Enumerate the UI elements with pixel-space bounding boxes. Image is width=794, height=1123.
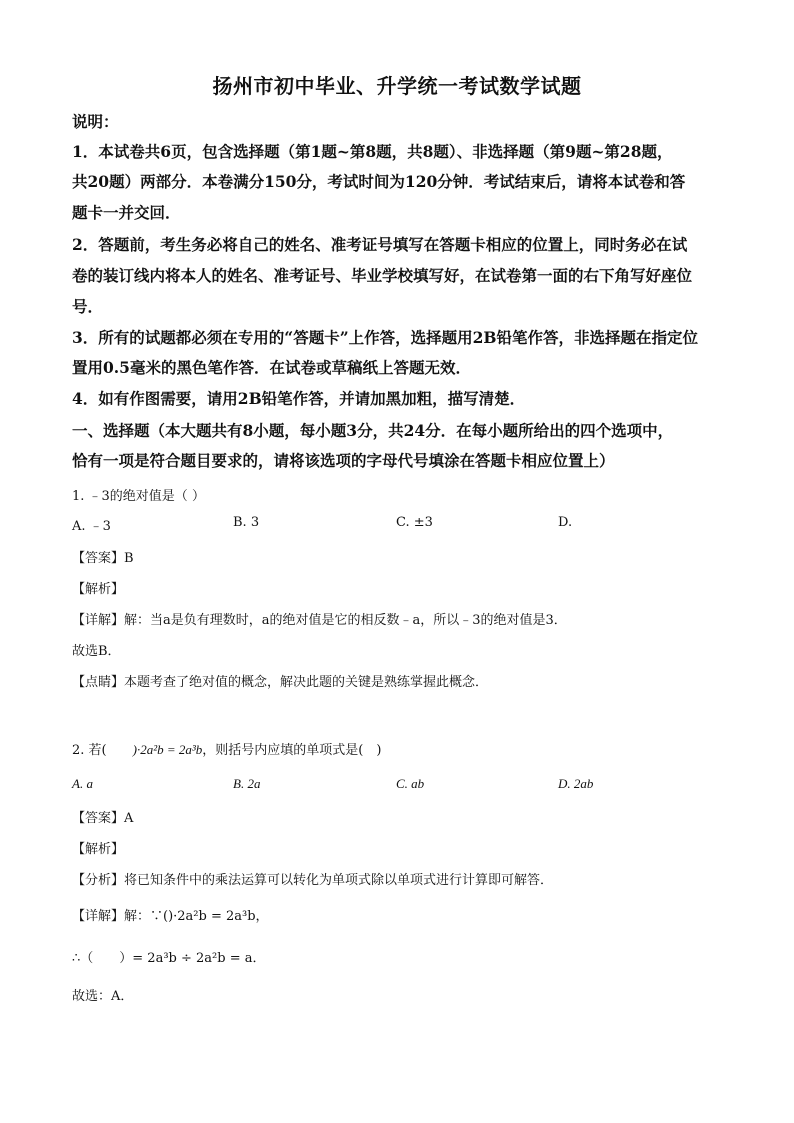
q2-analysis-detail: 【分析】将已知条件中的乘法运算可以转化为单项式除以单项式进行计算即可解答． (72, 873, 554, 888)
note-2-line-1: 2．答题前，考生务必将自己的姓名、准考证号填写在答题卡相应的位置上，同时务必在试 (72, 235, 688, 254)
q2-stem-suffix: ，则括号内应填的单项式是( ) (202, 743, 382, 758)
note-4: 4．如有作图需要，请用2B铅笔作答，并请加黑加粗，描写清楚． (72, 389, 526, 408)
q2-option-b: B. 2a (233, 776, 261, 791)
q1-option-c: C. ±3 (396, 515, 433, 530)
note-1-line-1: 1．本试卷共6页，包含选择题（第1题~第8题，共8题）、非选择题（第9题~第28题， (72, 142, 673, 161)
q1-detail: 【详解】解：当a是负有理数时，a的绝对值是它的相反数﹣a，所以﹣3的绝对值是3． (72, 613, 567, 628)
q1-option-b: B. 3 (233, 515, 260, 530)
q2-stem (72, 739, 381, 758)
q2-answer: 【答案】A (72, 811, 134, 826)
note-2-line-2: 卷的装订线内将本人的姓名、准考证号、毕业学校填写好，在试卷第一面的右下角写好座位 (72, 266, 693, 285)
q1-answer: 【答案】B (72, 551, 134, 566)
section-1-line-1: 一、选择题（本大题共有8小题，每小题3分，共24分．在每小题所给出的四个选项中， (72, 421, 674, 440)
note-2-line-3: 号． (72, 297, 104, 316)
q2-detail: 【详解】解：∵()·2a²b = 2a³b， (72, 909, 269, 924)
note-3-line-1: 3．所有的试题都必须在专用的“答题卡”上作答，选择题用2B铅笔作答，非选择题在指定位 (72, 328, 699, 347)
q1-stem: 1. ﹣3的绝对值是（ ） (72, 489, 205, 504)
page-title: 扬州市初中毕业、升学统一考试数学试题 (212, 74, 582, 98)
q2-option-c: C. ab (396, 776, 425, 791)
q1-comment: 【点睛】本题考查了绝对值的概念，解决此题的关键是熟练掌握此概念． (72, 675, 489, 690)
q2-stem-prefix: 2. 若( (72, 743, 107, 758)
q2-stem-equation: )·2a²b = 2a³b (106, 742, 203, 757)
q1-option-a: A. ﹣3 (72, 519, 111, 534)
section-1-line-2: 恰有一项是符合题目要求的，请将该选项的字母代号填涂在答题卡相应位置上） (72, 451, 615, 470)
q1-choose: 故选B． (72, 644, 121, 659)
q2-option-a: A. a (72, 776, 93, 791)
note-1-line-3: 题卡一并交回． (72, 203, 181, 222)
q1-option-d: D. (558, 515, 573, 530)
note-1-line-2: 共20题）两部分．本卷满分150分，考试时间为120分钟．考试结束后，请将本试卷和答 (72, 172, 686, 191)
q2-choose: 故选：A． (72, 989, 134, 1004)
q2-analysis: 【解析】 (72, 842, 125, 857)
q1-analysis: 【解析】 (72, 582, 125, 597)
q2-option-d: D. 2ab (558, 776, 594, 791)
q2-therefore: ∴（ ）= 2a³b ÷ 2a²b = a． (72, 951, 266, 966)
note-header: 说明： (72, 112, 119, 131)
note-3-line-2: 置用0.5毫米的黑色笔作答．在试卷或草稿纸上答题无效． (72, 358, 471, 377)
